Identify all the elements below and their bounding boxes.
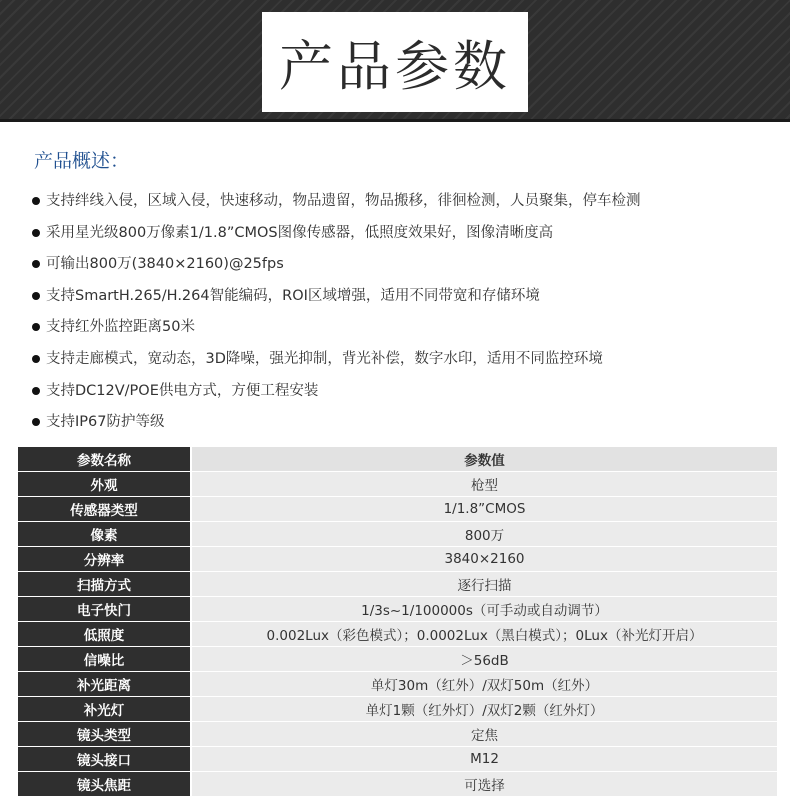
column-header-name: 参数名称	[18, 447, 191, 472]
feature-text: 支持SmartH.265/H.264智能编码，ROI区域增强，适用不同带宽和存储环境	[46, 287, 540, 304]
feature-item	[32, 188, 641, 220]
param-name: 扫描方式	[18, 572, 191, 597]
param-value: 800万	[191, 522, 777, 547]
feature-item	[32, 283, 641, 315]
bullet-icon	[32, 418, 40, 426]
page-title: 产品参数	[279, 34, 511, 98]
param-name: 外观	[18, 472, 191, 497]
param-value: 1/1.8”CMOS	[191, 497, 777, 522]
param-name: 像素	[18, 522, 191, 547]
param-value: 0.002Lux（彩色模式）；0.0002Lux（黑白模式）；0Lux（补光灯开启）	[191, 622, 777, 647]
feature-text: 支持绊线入侵，区域入侵，快速移动，物品遗留，物品搬移，徘徊检测，人员聚集，停车检测	[46, 193, 641, 209]
feature-text: 支持走廊模式，宽动态，3D降噪，强光抑制，背光补偿，数字水印，适用不同监控环境	[46, 350, 603, 367]
bullet-icon	[32, 197, 40, 205]
header-title-box	[262, 12, 528, 112]
feature-text: 可输出800万(3840×2160)@25fps	[46, 256, 284, 273]
param-value: 单灯1颗（红外灯）/双灯2颗（红外灯）	[191, 697, 777, 722]
column-header-value: 参数值	[191, 447, 777, 472]
bullet-icon	[32, 260, 40, 268]
bullet-icon	[32, 292, 40, 300]
table-row	[18, 472, 777, 497]
param-value: 1/3s~1/100000s（可手动或自动调节）	[191, 597, 777, 622]
feature-text: 支持DC12V/POE供电方式，方便工程安装	[46, 382, 319, 399]
param-value: 定焦	[191, 722, 777, 747]
table-row	[18, 497, 777, 522]
bullet-icon	[32, 387, 40, 395]
bullet-icon	[32, 355, 40, 363]
param-name: 镜头类型	[18, 722, 191, 747]
table-row	[18, 597, 777, 622]
table-row	[18, 672, 777, 697]
param-name: 补光灯	[18, 697, 191, 722]
feature-item	[32, 378, 641, 410]
table-row	[18, 547, 777, 572]
feature-text: 支持IP67防护等级	[46, 414, 165, 431]
table-header-row	[18, 447, 777, 472]
param-name: 低照度	[18, 622, 191, 647]
feature-text: 支持红外监控距离50米	[46, 319, 195, 336]
param-name: 分辨率	[18, 547, 191, 572]
param-value: ＞56dB	[191, 647, 777, 672]
param-name: 补光距离	[18, 672, 191, 697]
header-banner	[0, 0, 790, 122]
param-value: 逐行扫描	[191, 572, 777, 597]
param-value: M12	[191, 747, 777, 772]
table-row	[18, 572, 777, 597]
feature-text: 采用星光级800万像素1/1.8”CMOS图像传感器，低照度效果好，图像清晰度高	[46, 224, 554, 241]
param-name: 镜头焦距	[18, 772, 191, 797]
feature-list	[32, 188, 641, 441]
param-name: 信噪比	[18, 647, 191, 672]
param-value: 枪型	[191, 472, 777, 497]
table-row	[18, 622, 777, 647]
feature-item	[32, 251, 641, 283]
param-value: 单灯30m（红外）/双灯50m（红外）	[191, 672, 777, 697]
table-row	[18, 647, 777, 672]
feature-item	[32, 409, 641, 441]
param-value: 3840×2160	[191, 547, 777, 572]
table-row	[18, 697, 777, 722]
table-row	[18, 747, 777, 772]
bullet-icon	[32, 323, 40, 331]
param-name: 镜头接口	[18, 747, 191, 772]
feature-item	[32, 346, 641, 378]
table-row	[18, 772, 777, 797]
param-name: 传感器类型	[18, 497, 191, 522]
overview-title: 产品概述：	[34, 150, 130, 172]
feature-item	[32, 220, 641, 252]
parameter-table	[18, 447, 777, 797]
bullet-icon	[32, 229, 40, 237]
param-name: 电子快门	[18, 597, 191, 622]
table-row	[18, 522, 777, 547]
param-value: 可选择	[191, 772, 777, 797]
feature-item	[32, 314, 641, 346]
table-row	[18, 722, 777, 747]
